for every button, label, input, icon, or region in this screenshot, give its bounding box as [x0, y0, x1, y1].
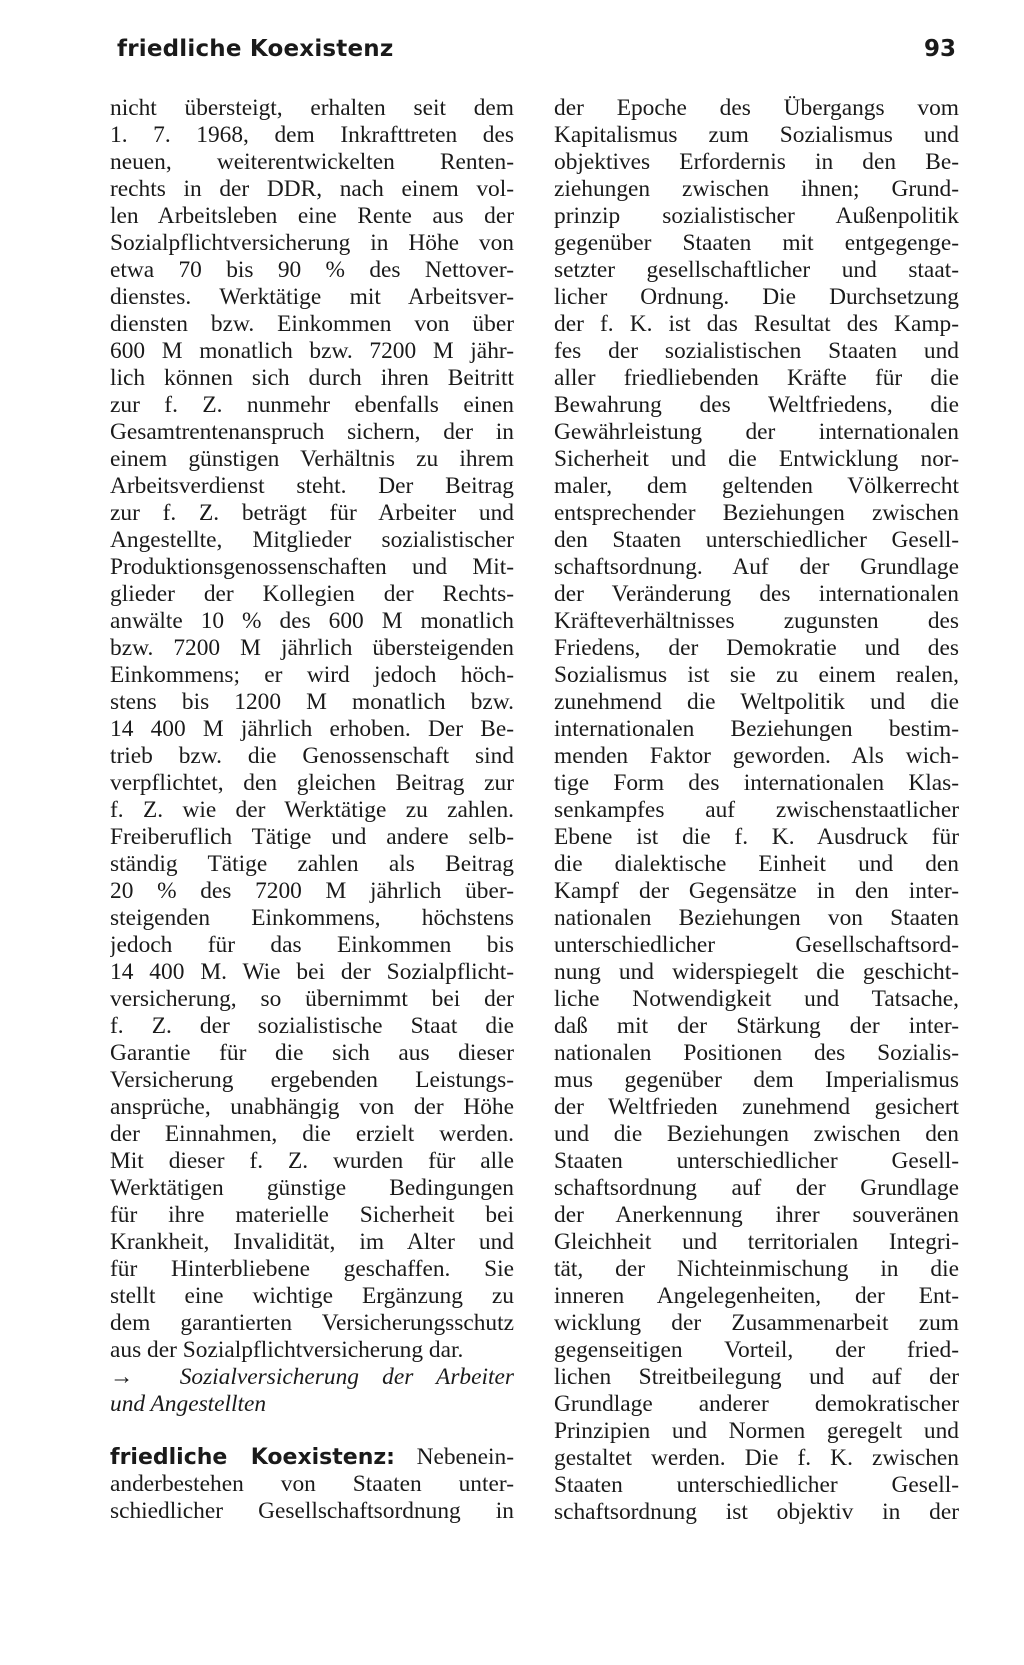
- text-line: anwälte 10 % des 600 M monatlich: [110, 608, 514, 634]
- entry-first-line-text: Nebenein-: [394, 1444, 514, 1470]
- cross-reference-target: Sozialversicherung der Arbeiter: [179, 1364, 514, 1390]
- text-line: Gleichheit und territorialen Integri-: [554, 1229, 959, 1255]
- text-line: Sozialpflichtversicherung in Höhe von: [110, 230, 514, 256]
- text-line: ansprüche, unabhängig von der Höhe: [110, 1094, 514, 1120]
- text-line: setzter gesellschaftlicher und staat-: [554, 257, 959, 283]
- text-line: dienstes. Werktätige mit Arbeitsver-: [110, 284, 514, 310]
- text-line: der Anerkennung ihrer souveränen: [554, 1202, 959, 1228]
- text-line: len Arbeitsleben eine Rente aus der: [110, 203, 514, 229]
- text-line: f. Z. der sozialistische Staat die: [110, 1013, 514, 1039]
- text-line: den Staaten unterschiedlicher Gesell-: [554, 527, 959, 553]
- text-line: Grundlage anderer demokratischer: [554, 1391, 959, 1417]
- text-line: entsprechender Beziehungen zwischen: [554, 500, 959, 526]
- text-line: f. Z. wie der Werktätige zu zahlen.: [110, 797, 514, 823]
- text-line: für ihre materielle Sicherheit bei: [110, 1202, 514, 1228]
- left-column-text: [110, 95, 514, 1364]
- text-line: Kapitalismus zum Sozialismus und: [554, 122, 959, 148]
- text-line: gegenseitigen Vorteil, der fried-: [554, 1337, 959, 1363]
- text-line: Produktionsgenossenschaften und Mit-: [110, 554, 514, 580]
- text-line: gestaltet werden. Die f. K. zwischen: [554, 1445, 959, 1471]
- text-line: aller friedliebenden Kräfte für die: [554, 365, 959, 391]
- text-line: Staaten unterschiedlicher Gesell-: [554, 1148, 959, 1174]
- text-line: diensten bzw. Einkommen von über: [110, 311, 514, 337]
- text-line: Kräfteverhältnisses zugunsten des: [554, 608, 959, 634]
- text-line: glieder der Kollegien der Rechts-: [110, 581, 514, 607]
- text-line: rechts in der DDR, nach einem vol-: [110, 176, 514, 202]
- text-line: und die Beziehungen zwischen den: [554, 1121, 959, 1147]
- text-line: Versicherung ergebenden Leistungs-: [110, 1067, 514, 1093]
- text-line: stens bis 1200 M monatlich bzw.: [110, 689, 514, 715]
- text-line: zunehmend die Weltpolitik und die: [554, 689, 959, 715]
- text-line: 20 % des 7200 M jährlich über-: [110, 878, 514, 904]
- text-line: Angestellte, Mitglieder sozialistischer: [110, 527, 514, 553]
- text-line: ziehungen zwischen ihnen; Grund-: [554, 176, 959, 202]
- text-line: schaftsordnung ist objektiv in der: [554, 1499, 959, 1525]
- text-line: Freiberuflich Tätige und andere selb-: [110, 824, 514, 850]
- text-line: Staaten unterschiedlicher Gesell-: [554, 1472, 959, 1498]
- text-line: 14 400 M. Wie bei der Sozialpflicht-: [110, 959, 514, 985]
- text-line: Garantie für die sich aus dieser: [110, 1040, 514, 1066]
- text-line: nicht übersteigt, erhalten seit dem: [110, 95, 514, 121]
- text-line: jedoch für das Einkommen bis: [110, 932, 514, 958]
- text-line: trieb bzw. die Genossenschaft sind: [110, 743, 514, 769]
- text-line: inneren Angelegenheiten, der Ent-: [554, 1283, 959, 1309]
- text-line: Einkommens; er wird jedoch höch-: [110, 662, 514, 688]
- text-line: verpflichtet, den gleichen Beitrag zur: [110, 770, 514, 796]
- text-line: mus gegenüber dem Imperialismus: [554, 1067, 959, 1093]
- text-line: tige Form des internationalen Klas-: [554, 770, 959, 796]
- right-column-text: [554, 95, 959, 1526]
- text-line: daß mit der Stärkung der inter-: [554, 1013, 959, 1039]
- cross-reference-line-1[interactable]: [110, 1364, 514, 1391]
- text-line: lich können sich durch ihren Beitritt: [110, 365, 514, 391]
- text-line: unterschiedlicher Gesellschaftsord-: [554, 932, 959, 958]
- text-line: menden Faktor geworden. Als wich-: [554, 743, 959, 769]
- text-line: nationalen Beziehungen von Staaten: [554, 905, 959, 931]
- text-line: Friedens, der Demokratie und des: [554, 635, 959, 661]
- entry-first-line: [110, 1444, 514, 1471]
- text-line: einem günstigen Verhältnis zu ihrem: [110, 446, 514, 472]
- text-line: Prinzipien und Normen geregelt und: [554, 1418, 959, 1444]
- text-line: aus der Sozialpflichtversicherung dar.: [110, 1337, 464, 1363]
- text-line: für Hinterbliebene geschaffen. Sie: [110, 1256, 514, 1282]
- text-line: objektives Erfordernis in den Be-: [554, 149, 959, 175]
- text-line: 1. 7. 1968, dem Inkrafttreten des: [110, 122, 514, 148]
- text-line: nung und widerspiegelt die geschicht-: [554, 959, 959, 985]
- text-line: der Epoche des Übergangs vom: [554, 95, 959, 121]
- text-line: etwa 70 bis 90 % des Nettover-: [110, 257, 514, 283]
- text-line: der Einnahmen, die erzielt werden.: [110, 1121, 514, 1147]
- text-line: stellt eine wichtige Ergänzung zu: [110, 1283, 514, 1309]
- text-line: zur f. Z. beträgt für Arbeiter und: [110, 500, 514, 526]
- cross-reference-line-2[interactable]: und Angestellten: [110, 1391, 267, 1417]
- text-line: 14 400 M jährlich erhoben. Der Be-: [110, 716, 514, 742]
- entry-text: [110, 1471, 514, 1525]
- text-line: lichen Streitbeilegung und auf der: [554, 1364, 959, 1390]
- text-line: prinzip sozialistischer Außenpolitik: [554, 203, 959, 229]
- running-head: friedliche Koexistenz: [117, 36, 394, 62]
- text-line: senkampfes auf zwischenstaatlicher: [554, 797, 959, 823]
- text-line: Arbeitsverdienst steht. Der Beitrag: [110, 473, 514, 499]
- text-line: versicherung, so übernimmt bei der: [110, 986, 514, 1012]
- text-line: der f. K. ist das Resultat des Kamp-: [554, 311, 959, 337]
- text-line: Mit dieser f. Z. wurden für alle: [110, 1148, 514, 1174]
- text-line: schaftsordnung. Auf der Grundlage: [554, 554, 959, 580]
- text-line: neuen, weiterentwickelten Renten-: [110, 149, 514, 175]
- text-line: Kampf der Gegensätze in den inter-: [554, 878, 959, 904]
- text-line: zur f. Z. nunmehr ebenfalls einen: [110, 392, 514, 418]
- text-line: der Weltfrieden zunehmend gesichert: [554, 1094, 959, 1120]
- text-line: wicklung der Zusammenarbeit zum: [554, 1310, 959, 1336]
- entry-headword: friedliche Koexistenz:: [110, 1445, 395, 1470]
- text-line: licher Ordnung. Die Durchsetzung: [554, 284, 959, 310]
- text-line: tät, der Nichteinmischung in die: [554, 1256, 959, 1282]
- text-line: maler, dem geltenden Völkerrecht: [554, 473, 959, 499]
- left-column: [110, 95, 514, 1525]
- text-line: schiedlicher Gesellschaftsordnung in: [110, 1498, 514, 1524]
- text-line: Ebene ist die f. K. Ausdruck für: [554, 824, 959, 850]
- text-line: Sicherheit und die Entwicklung nor-: [554, 446, 959, 472]
- text-line: Sozialismus ist sie zu einem realen,: [554, 662, 959, 688]
- text-line: Gesamtrentenanspruch sichern, der in: [110, 419, 514, 445]
- text-line: die dialektische Einheit und den: [554, 851, 959, 877]
- text-line: liche Notwendigkeit und Tatsache,: [554, 986, 959, 1012]
- text-line: ständig Tätige zahlen als Beitrag: [110, 851, 514, 877]
- text-line: Werktätigen günstige Bedingungen: [110, 1175, 514, 1201]
- right-column: [554, 95, 959, 1526]
- text-line: Gewährleistung der internationalen: [554, 419, 959, 445]
- text-line: Bewahrung des Weltfriedens, die: [554, 392, 959, 418]
- text-line: 600 M monatlich bzw. 7200 M jähr-: [110, 338, 514, 364]
- text-line: nationalen Positionen des Sozialis-: [554, 1040, 959, 1066]
- page-number: 93: [923, 36, 956, 62]
- entry-separator: [110, 1418, 514, 1444]
- text-line: internationalen Beziehungen bestim-: [554, 716, 959, 742]
- text-line: der Veränderung des internationalen: [554, 581, 959, 607]
- text-line: schaftsordnung auf der Grundlage: [554, 1175, 959, 1201]
- text-line: steigenden Einkommens, höchstens: [110, 905, 514, 931]
- cross-reference-arrow-icon: →: [110, 1364, 134, 1390]
- text-line: fes der sozialistischen Staaten und: [554, 338, 959, 364]
- text-line: bzw. 7200 M jährlich übersteigenden: [110, 635, 514, 661]
- text-line: anderbestehen von Staaten unter-: [110, 1471, 514, 1497]
- text-line: gegenüber Staaten mit entgegenge-: [554, 230, 959, 256]
- text-line: dem garantierten Versicherungsschutz: [110, 1310, 514, 1336]
- text-line: Krankheit, Invalidität, im Alter und: [110, 1229, 514, 1255]
